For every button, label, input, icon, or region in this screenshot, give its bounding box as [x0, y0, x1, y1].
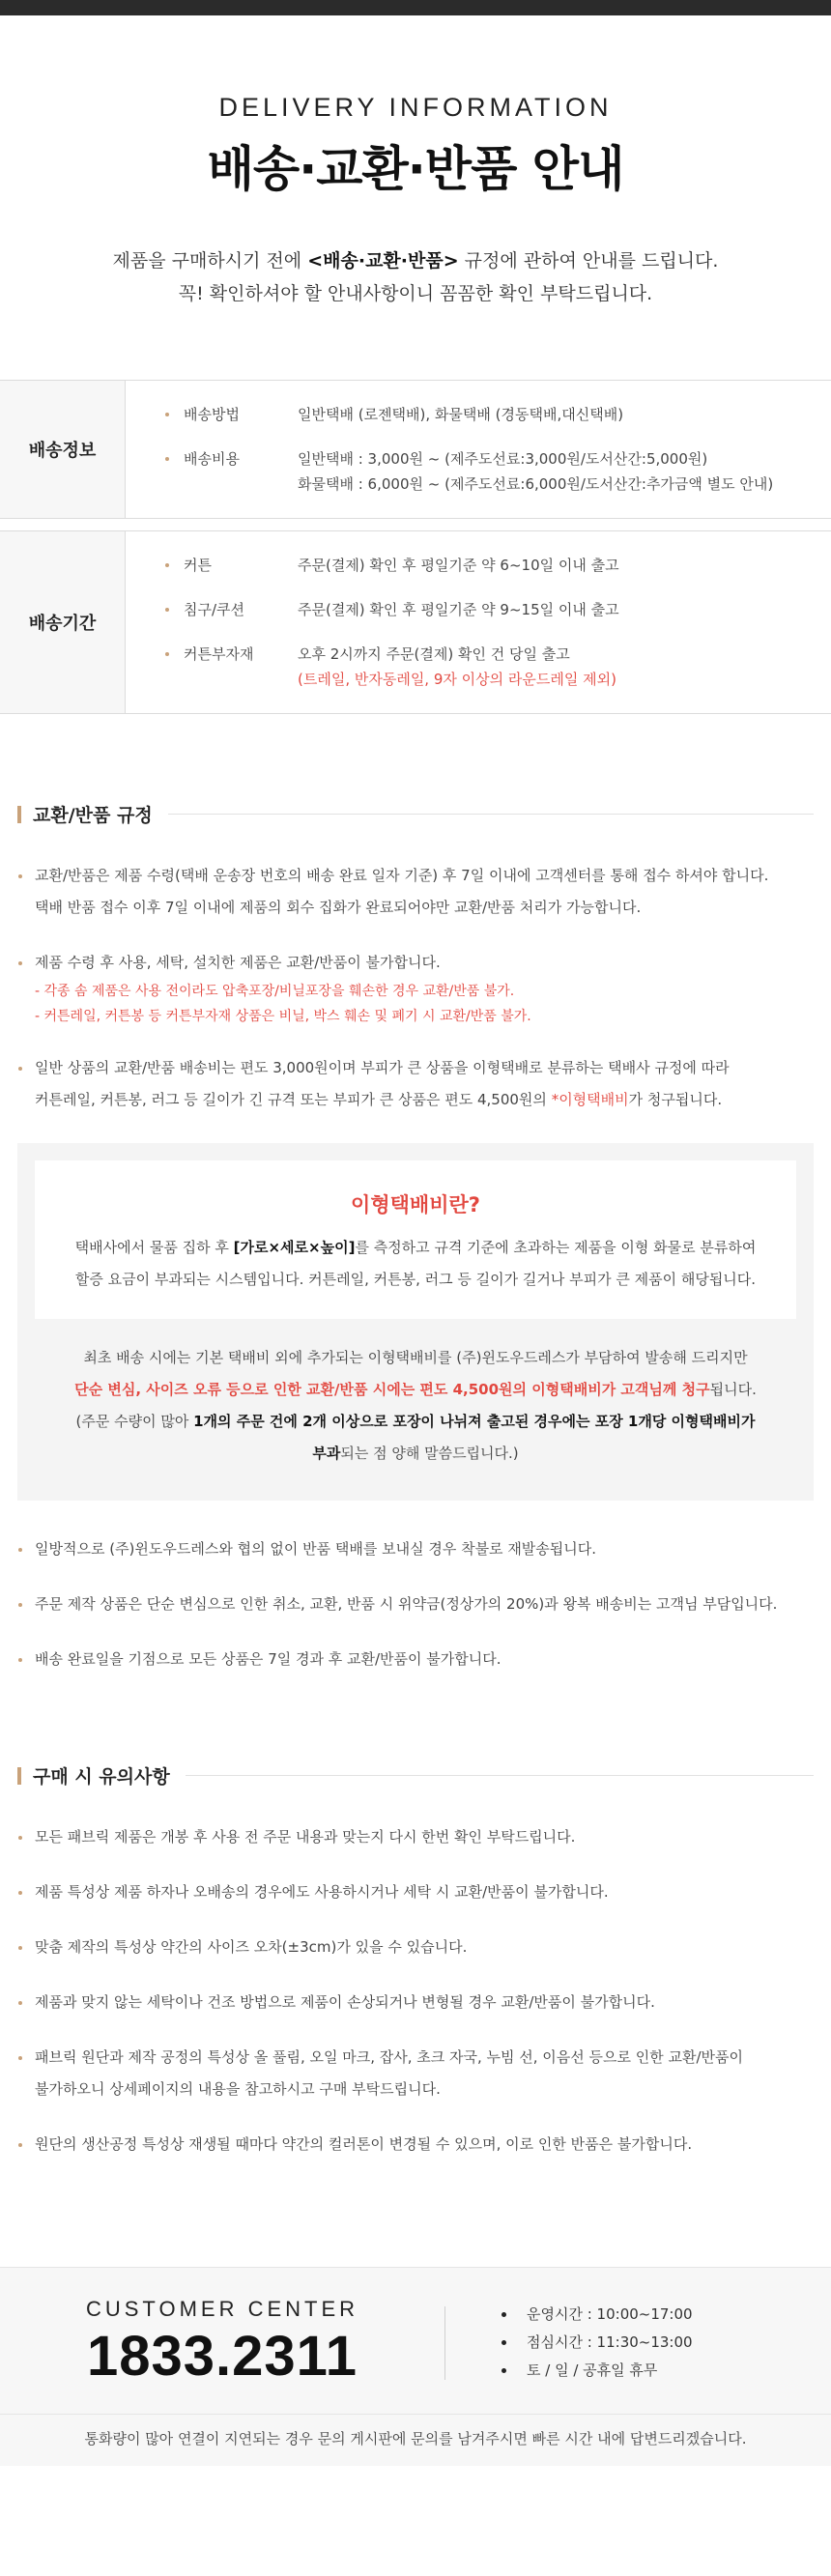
row-value-line: 오후 2시까지 주문(결제) 확인 건 당일 출고 — [298, 645, 570, 663]
exchange-rules-list-2 — [17, 1533, 814, 1675]
title-divider — [168, 814, 814, 815]
row-value-note: (트레일, 반자동레일, 9자 이상의 라운드레일 제외) — [298, 671, 616, 688]
box-line-bold: [가로×세로×높이] — [233, 1239, 356, 1256]
list-item — [17, 860, 814, 924]
box-foot-highlight: 단순 변심, 사이즈 오류 등으로 인한 교환/반품 시에는 편도 4,500원의 이형택배비가 고객님께 청구 — [74, 1381, 710, 1398]
item-line-pre: 커튼레일, 커튼봉, 러그 등 길이가 긴 규격 또는 부피가 큰 상품은 편도 4,500원의 — [35, 1091, 552, 1108]
list-item: 모든 패브릭 제품은 개봉 후 사용 전 주문 내용과 맞는지 다시 한번 확인 부탁드립니다. — [17, 1821, 814, 1853]
item-line: 패브릭 원단과 제작 공정의 특성상 올 풀림, 오일 마크, 잡사, 초크 자국, 누빔 선, 이음선 등으로 인한 교환/반품이 — [35, 2048, 744, 2066]
row-label: 커튼부자재 — [164, 642, 298, 692]
row-label: 커튼 — [164, 553, 298, 578]
shipping-period-table — [0, 530, 831, 714]
customer-center — [0, 2267, 831, 2414]
item-line: 택배 반품 접수 이후 7일 이내에 제품의 회수 집화가 완료되어야만 교환/반품 처리가 가능합니다. — [35, 899, 642, 916]
shipping-info-head: 배송정보 — [0, 381, 126, 518]
box-line: 할증 요금이 부과되는 시스템입니다. 커튼레일, 커튼봉, 러그 등 길이가 길거나 부피가 큰 제품이 해당됩니다. — [74, 1271, 757, 1288]
irregular-shipping-inner — [35, 1160, 796, 1319]
row-value — [298, 402, 831, 427]
box-line-post: 를 측정하고 규격 기준에 초과하는 제품을 이형 화물로 분류하여 — [355, 1239, 757, 1256]
shipping-info-body — [126, 381, 831, 518]
list-item: 제품과 맞지 않는 세탁이나 건조 방법으로 제품이 손상되거나 변형될 경우 교환/반품이 불가합니다. — [17, 1987, 814, 2018]
row-value-line: 일반택배 (로젠택배), 화물택배 (경동택배,대신택배) — [298, 406, 624, 423]
item-sub-note: - 각종 솜 제품은 사용 전이라도 압축포장/비닐포장을 훼손한 경우 교환/반품 불가. — [35, 984, 515, 999]
list-item: 맞춤 제작의 특성상 약간의 사이즈 오차(±3cm)가 있을 수 있습니다. — [17, 1932, 814, 1963]
shipping-cost-row — [164, 446, 831, 497]
shipping-info-table — [0, 380, 831, 519]
item-line-post: 가 청구됩니다. — [628, 1091, 723, 1108]
box-footnote — [35, 1342, 796, 1470]
hours-item: 점심시간 : 11:30~13:00 — [501, 2329, 693, 2357]
hours-item: 토 / 일 / 공휴일 휴무 — [501, 2357, 693, 2385]
intro-text — [0, 244, 831, 310]
box-foot-pre: (주문 수량이 많아 — [75, 1413, 194, 1430]
list-item: 배송 완료일을 기점으로 모든 상품은 7일 경과 후 교환/반품이 불가합니다. — [17, 1644, 814, 1675]
irregular-shipping-box — [17, 1143, 814, 1501]
row-label: 침구/쿠션 — [164, 597, 298, 622]
footer-notice: 통화량이 많아 연결이 지연되는 경우 문의 게시판에 문의를 남겨주시면 빠른 시간 내에 답변드리겠습니다. — [0, 2414, 831, 2466]
intro-line1-bold: <배송·교환·반품> — [307, 250, 459, 272]
top-bar — [0, 0, 831, 15]
box-foot-line: 최초 배송 시에는 기본 택배비 외에 추가되는 이형택배비를 (주)윈도우드레스가 부담하여 발송해 드리지만 — [83, 1349, 748, 1366]
box-foot-bold: 1개의 주문 건에 2개 이상으로 포장이 나뉘져 출고된 경우에는 포장 1개당 이형택배비가 — [193, 1413, 756, 1430]
exchange-rules-list — [17, 860, 814, 1116]
list-item: 일방적으로 (주)윈도우드레스와 협의 없이 반품 택배를 보내실 경우 착불로 재발송됩니다. — [17, 1533, 814, 1565]
row-value: 주문(결제) 확인 후 평일기준 약 9~15일 이내 출고 — [298, 601, 619, 618]
exchange-section-title — [17, 801, 814, 827]
list-item — [17, 947, 814, 1029]
box-foot-post: 되는 점 양해 말씀드립니다.) — [340, 1445, 519, 1462]
box-foot-bold: 부과 — [312, 1445, 341, 1462]
period-bedding-row — [164, 597, 831, 622]
list-item — [17, 1052, 814, 1116]
row-label: 배송비용 — [164, 446, 298, 497]
list-item — [17, 2042, 814, 2105]
customer-center-hours — [445, 2301, 693, 2385]
row-value: 주문(결제) 확인 후 평일기준 약 6~10일 이내 출고 — [298, 557, 619, 574]
list-item: 원단의 생산공정 특성상 재생될 때마다 약간의 컬러톤이 변경될 수 있으며, 이로 인한 반품은 불가합니다. — [17, 2129, 814, 2161]
shipping-period-head: 배송기간 — [0, 531, 126, 713]
period-hardware-row — [164, 642, 831, 692]
section-title-text: 구매 시 유의사항 — [33, 1766, 170, 1788]
row-value — [298, 446, 831, 497]
box-line-pre: 택배사에서 물품 집하 후 — [74, 1239, 234, 1256]
caution-section-title — [17, 1762, 814, 1789]
box-title: 이형택배비란? — [351, 1193, 480, 1216]
item-line-highlight: *이형택배비 — [551, 1091, 629, 1108]
customer-center-contact — [0, 2297, 444, 2389]
item-line: 제품 수령 후 사용, 세탁, 설치한 제품은 교환/반품이 불가합니다. — [35, 954, 441, 971]
exchange-section — [0, 801, 831, 2161]
intro-line1-post: 규정에 관하여 안내를 드립니다. — [458, 250, 719, 272]
shipping-method-row — [164, 402, 831, 427]
section-title-text: 교환/반품 규정 — [33, 805, 153, 826]
title-divider — [186, 1775, 814, 1776]
item-line: 불가하오니 상세페이지의 내용을 참고하시고 구매 부탁드립니다. — [35, 2080, 441, 2098]
shipping-period-body — [126, 531, 831, 713]
row-value — [298, 642, 831, 692]
item-sub-note: - 커튼레일, 커튼봉 등 커튼부자재 상품은 비닐, 박스 훼손 및 폐기 시 교환/반품 불가. — [35, 1009, 531, 1024]
page-title: 배송·교환·반품 안내 — [207, 141, 624, 197]
row-label: 배송방법 — [164, 402, 298, 427]
customer-center-phone[interactable]: 1833.2311 — [87, 2325, 358, 2388]
title-accent-bar — [17, 806, 21, 823]
item-line: 일반 상품의 교환/반품 배송비는 편도 3,000원이며 부피가 큰 상품을 이형택배로 분류하는 택배사 규정에 따라 — [35, 1059, 730, 1076]
intro-line1-pre: 제품을 구매하시기 전에 — [112, 250, 308, 272]
list-item: 제품 특성상 제품 하자나 오배송의 경우에도 사용하시거나 세탁 시 교환/반품이 불가합니다. — [17, 1876, 814, 1908]
row-value-line: 화물택배 : 6,000원 ~ (제주도선료:6,000원/도서산간:추가금액 별도 안내) — [298, 475, 774, 493]
english-title: DELIVERY INFORMATION — [218, 93, 613, 122]
hours-item: 운영시간 : 10:00~17:00 — [501, 2301, 693, 2329]
box-foot-post: 됩니다. — [709, 1381, 757, 1398]
caution-list — [17, 1821, 814, 2161]
page-header — [0, 15, 831, 310]
customer-center-label: CUSTOMER CENTER — [85, 2297, 359, 2321]
box-text — [54, 1232, 777, 1296]
row-value-line: 일반택배 : 3,000원 ~ (제주도선료:3,000원/도서산간:5,000원) — [298, 450, 708, 468]
item-line: 교환/반품은 제품 수령(택배 운송장 번호의 배송 완료 일자 기준) 후 7일 이내에 고객센터를 통해 접수 하셔야 합니다. — [35, 867, 769, 884]
period-curtain-row — [164, 553, 831, 578]
intro-line2: 꼭! 확인하셔야 할 안내사항이니 꼼꼼한 확인 부탁드립니다. — [178, 283, 653, 304]
list-item: 주문 제작 상품은 단순 변심으로 인한 취소, 교환, 반품 시 위약금(정상가의 20%)과 왕복 배송비는 고객님 부담입니다. — [17, 1589, 814, 1620]
title-accent-bar — [17, 1767, 21, 1785]
